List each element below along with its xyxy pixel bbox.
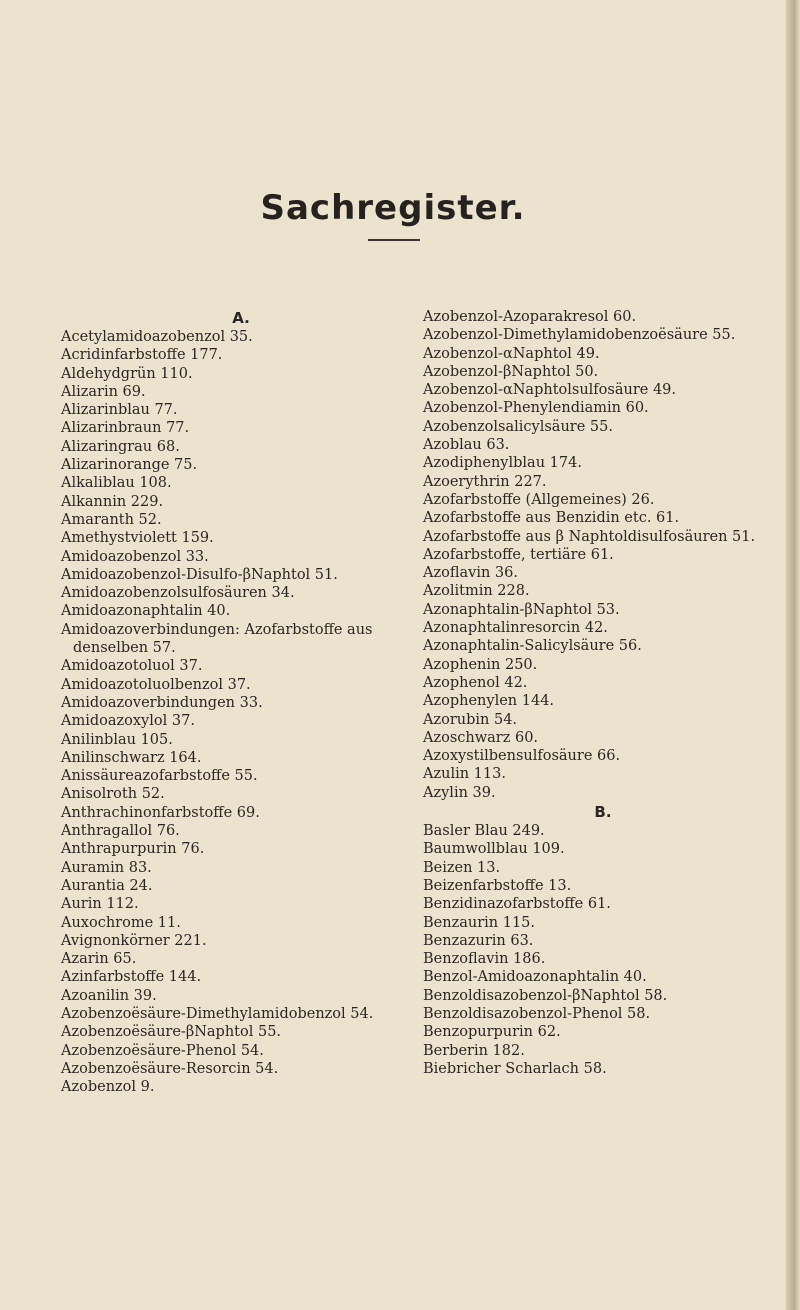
index-entry: Benzazurin 63. <box>423 932 534 949</box>
index-entry: Azoxystilbensulfosäure 66. <box>423 748 621 765</box>
page-title: Sachregister. <box>260 188 526 228</box>
index-entry: Amaranth 52. <box>61 511 162 528</box>
index-entry: Amidoazobenzol-Disulfo-βNaphtol 51. <box>61 566 338 583</box>
index-entry: Azoschwarz 60. <box>423 729 539 746</box>
index-entry: Azonaphtalinresorcin 42. <box>423 620 608 637</box>
index-entry: Azonaphtalin-Salicylsäure 56. <box>423 638 642 655</box>
index-entry: Auramin 83. <box>61 859 152 876</box>
index-entry: Azofarbstoffe (Allgemeines) 26. <box>423 491 655 508</box>
right-entries-b <box>423 822 783 1078</box>
index-entry: Amidoazoverbindungen: Azofarbstoffe aus denselben 57. <box>61 621 373 657</box>
left-column <box>61 308 421 1096</box>
index-entry: Acridinfarbstoffe 177. <box>61 347 223 364</box>
index-entry: Benzaurin 115. <box>423 914 535 931</box>
index-entry: Aldehydgrün 110. <box>61 365 193 382</box>
index-entry: Benzopurpurin 62. <box>423 1024 561 1041</box>
index-entry: Alizaringrau 68. <box>61 438 180 455</box>
index-entry: Azonaphtalin-βNaphtol 53. <box>423 601 620 618</box>
index-entry: Azofarbstoffe, tertiäre 61. <box>423 546 614 563</box>
index-entry: Amidoazoverbindungen 33. <box>61 694 263 711</box>
index-entry: Anthrachinonfarbstoffe 69. <box>61 804 260 821</box>
index-entry: Amidoazobenzol 33. <box>61 548 209 565</box>
index-entry: Aurin 112. <box>61 896 139 913</box>
index-entry: Azophenin 250. <box>423 656 538 673</box>
index-entry: Azoflavin 36. <box>423 565 518 582</box>
index-entry: Azylin 39. <box>423 784 496 801</box>
index-entry: Benzoldisazobenzol-Phenol 58. <box>423 1005 651 1022</box>
index-entry: Alizarinorange 75. <box>61 457 198 474</box>
title-rule <box>368 239 420 241</box>
index-entry: Azinfarbstoffe 144. <box>61 969 202 986</box>
index-entry: Azorubin 54. <box>423 711 518 728</box>
index-entry: Amidoazotoluol 37. <box>61 658 203 675</box>
index-entry: Amidoazotoluolbenzol 37. <box>61 676 251 693</box>
index-entry: Alizarinbraun 77. <box>61 420 190 437</box>
index-entry: Azobenzol-αNaphtolsulfosäure 49. <box>423 382 677 399</box>
index-entry: Azoblau 63. <box>423 437 510 454</box>
index-entry: Azoerythrin 227. <box>423 473 547 490</box>
index-entry: Benzoflavin 186. <box>423 951 546 968</box>
right-column <box>423 308 783 1078</box>
index-entry: Amethystviolett 159. <box>61 530 214 547</box>
index-entry: Azobenzol-Azoparakresol 60. <box>423 309 637 325</box>
page-edge <box>786 0 800 1310</box>
index-entry: Beizenfarbstoffe 13. <box>423 877 572 894</box>
index-entry: Anilinschwarz 164. <box>61 749 202 766</box>
index-entry: Azobenzol-αNaphtol 49. <box>423 345 600 362</box>
index-entry: Azobenzoësäure-Phenol 54. <box>61 1042 264 1059</box>
index-entry: Amidoazonaphtalin 40. <box>61 603 231 620</box>
index-entry: Azulin 113. <box>423 766 506 783</box>
left-entries <box>61 328 421 1096</box>
index-entry: Aurantia 24. <box>61 877 153 894</box>
section-letter-a: A. <box>232 309 250 327</box>
index-entry: Azodiphenylblau 174. <box>423 455 582 472</box>
index-entry: Azofarbstoffe aus Benzidin etc. 61. <box>423 510 680 527</box>
index-entry: Alizarinblau 77. <box>61 402 178 419</box>
index-entry: Alizarin 69. <box>61 383 146 400</box>
index-entry: Beizen 13. <box>423 859 501 876</box>
index-entry: Azobenzol-Phenylendiamin 60. <box>423 400 649 417</box>
index-entry: Azarin 65. <box>61 951 137 968</box>
index-entry: Azobenzol 9. <box>61 1079 155 1096</box>
index-entry: Anthrapurpurin 76. <box>61 841 205 858</box>
index-entry: Amidoazobenzolsulfosäuren 34. <box>61 585 295 602</box>
section-letter-b: B. <box>594 803 612 822</box>
index-entry: Baumwollblau 109. <box>423 841 565 858</box>
index-entry: Azobenzoësäure-Dimethylamidobenzol 54. <box>61 1005 374 1022</box>
index-entry: Benzol-Amidoazonaphtalin 40. <box>423 969 647 986</box>
index-entry: Anissäureazofarbstoffe 55. <box>61 768 258 785</box>
index-entry: Anisolroth 52. <box>61 786 165 803</box>
index-entry: Anilinblau 105. <box>61 731 173 748</box>
index-entry: Acetylamidoazobenzol 35. <box>61 329 253 345</box>
index-entry: Azobenzolsalicylsäure 55. <box>423 418 613 435</box>
index-entry: Auxochrome 11. <box>61 914 181 931</box>
index-entry: Azophenol 42. <box>423 674 528 691</box>
index-entry: Azophenylen 144. <box>423 693 555 710</box>
index-entry: Alkannin 229. <box>61 493 164 510</box>
index-entry: Basler Blau 249. <box>423 823 545 840</box>
index-entry: Azobenzoësäure-Resorcin 54. <box>61 1060 279 1077</box>
index-entry: Azoanilin 39. <box>61 987 157 1004</box>
index-entry: Berberin 182. <box>423 1042 525 1059</box>
index-entry: Azobenzol-βNaphtol 50. <box>423 363 599 380</box>
index-entry: Azobenzoësäure-βNaphtol 55. <box>61 1024 282 1041</box>
index-entry: Azobenzol-Dimethylamidobenzoësäure 55. <box>423 327 736 344</box>
index-entry: Biebricher Scharlach 58. <box>423 1060 607 1077</box>
index-entry: Benzidinazofarbstoffe 61. <box>423 896 611 913</box>
index-entry: Alkaliblau 108. <box>61 475 172 492</box>
right-entries-a <box>423 308 783 802</box>
index-entry: Avignonkörner 221. <box>61 932 207 949</box>
index-entry: Anthragallol 76. <box>61 823 180 840</box>
index-entry: Benzoldisazobenzol-βNaphtol 58. <box>423 987 668 1004</box>
index-entry: Azolitmin 228. <box>423 583 530 600</box>
index-entry: Amidoazoxylol 37. <box>61 713 195 730</box>
index-entry: Azofarbstoffe aus β Naphtoldisulfosäuren 51. <box>423 528 756 545</box>
